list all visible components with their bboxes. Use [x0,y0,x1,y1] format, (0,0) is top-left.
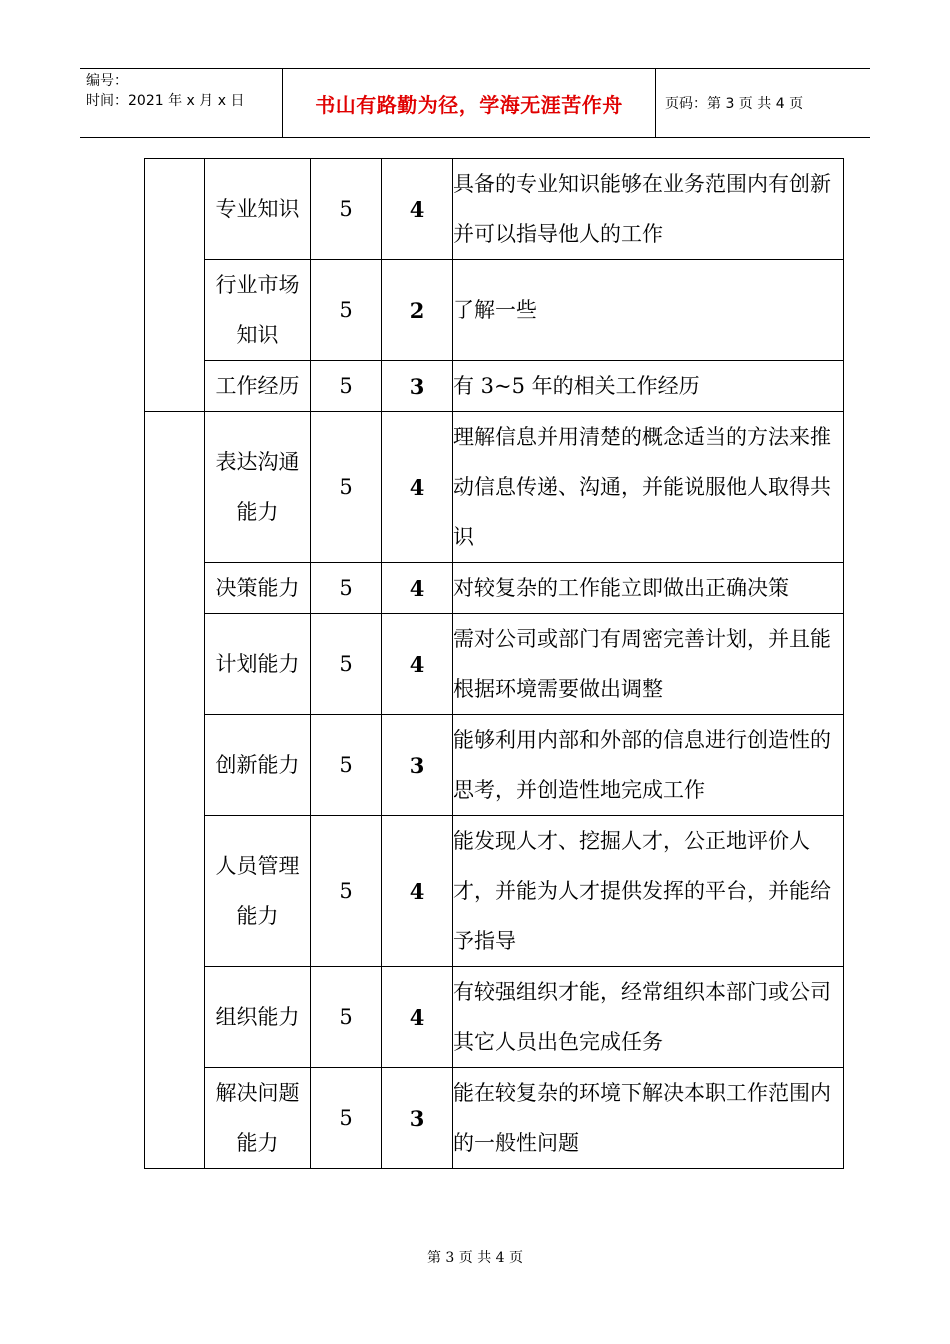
table-row [145,614,844,715]
item-description: 有 3~5 年的相关工作经历 [453,361,844,412]
item-description: 能在较复杂的环境下解决本职工作范围内的一般性问题 [453,1068,844,1169]
full-score: 5 [311,563,382,614]
full-score: 5 [311,159,382,260]
full-score: 5 [311,1068,382,1169]
item-description: 具备的专业知识能够在业务范围内有创新并可以指导他人的工作 [453,159,844,260]
actual-score: 3 [382,1068,453,1169]
table-row [145,967,844,1068]
item-description: 了解一些 [453,260,844,361]
page-header [80,68,870,138]
page-footer: 第 3 页 共 4 页 [426,1250,524,1266]
actual-score: 4 [382,816,453,967]
full-score: 5 [311,361,382,412]
actual-score: 3 [382,361,453,412]
item-description: 能发现人才、挖掘人才，公正地评价人才，并能为人才提供发挥的平台，并能给予指导 [453,816,844,967]
table-row [145,260,844,361]
item-name: 人员管理能力 [205,816,311,967]
item-name: 表达沟通能力 [205,412,311,563]
item-name: 计划能力 [205,614,311,715]
full-score: 5 [311,260,382,361]
actual-score: 4 [382,614,453,715]
category-cell [145,412,205,1169]
header-meta [80,69,282,137]
item-name: 专业知识 [205,159,311,260]
document-time-label: 时间：2021 年 x 月 x 日 [86,93,245,109]
table-row [145,412,844,563]
full-score: 5 [311,967,382,1068]
evaluation-table [144,158,844,1169]
item-description: 理解信息并用清楚的概念适当的方法来推动信息传递、沟通，并能说服他人取得共识 [453,412,844,563]
item-name: 组织能力 [205,967,311,1068]
item-description: 需对公司或部门有周密完善计划，并且能根据环境需要做出调整 [453,614,844,715]
item-name: 工作经历 [205,361,311,412]
table-row [145,159,844,260]
item-description: 有较强组织才能，经常组织本部门或公司其它人员出色完成任务 [453,967,844,1068]
table-row [145,715,844,816]
full-score: 5 [311,412,382,563]
item-name: 行业市场知识 [205,260,311,361]
actual-score: 3 [382,715,453,816]
full-score: 5 [311,614,382,715]
full-score: 5 [311,816,382,967]
table-row [145,1068,844,1169]
actual-score: 4 [382,563,453,614]
actual-score: 4 [382,159,453,260]
item-name: 解决问题能力 [205,1068,311,1169]
actual-score: 4 [382,967,453,1068]
header-motto: 书山有路勤为径，学海无涯苦作舟 [282,69,656,137]
table-row [145,816,844,967]
item-description: 对较复杂的工作能立即做出正确决策 [453,563,844,614]
table-row [145,361,844,412]
table-row [145,563,844,614]
document-number-label: 编号： [86,73,128,89]
category-cell [145,159,205,412]
actual-score: 4 [382,412,453,563]
header-page-number: 页码：第 3 页 共 4 页 [665,96,804,112]
full-score: 5 [311,715,382,816]
item-description: 能够利用内部和外部的信息进行创造性的思考，并创造性地完成工作 [453,715,844,816]
item-name: 决策能力 [205,563,311,614]
item-name: 创新能力 [205,715,311,816]
actual-score: 2 [382,260,453,361]
